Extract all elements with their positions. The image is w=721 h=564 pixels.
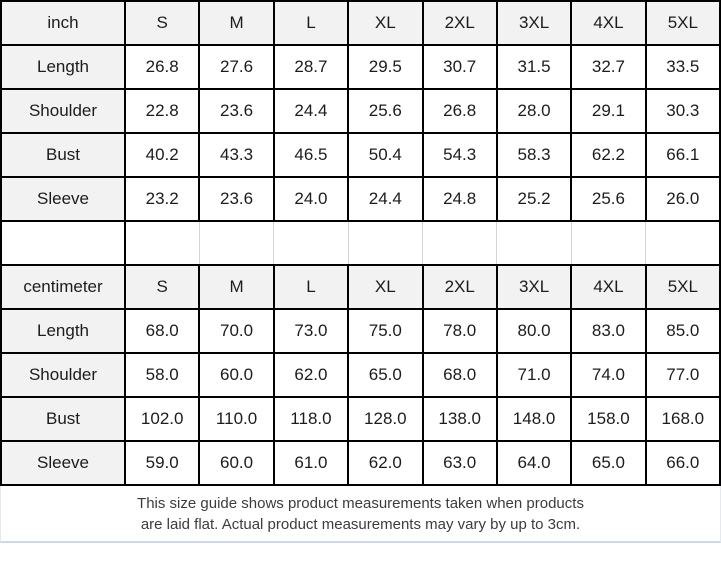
- measurement-value: 22.8: [125, 89, 199, 133]
- measurement-value: 158.0: [571, 397, 645, 441]
- measurement-value: 23.6: [199, 177, 273, 221]
- measurement-value: 58.0: [125, 353, 199, 397]
- inch-sleeve-row: [1, 177, 720, 221]
- size-column-header: M: [199, 265, 273, 309]
- size-column-header: 4XL: [571, 1, 645, 45]
- measurement-value: 50.4: [348, 133, 422, 177]
- spacer-cell: [571, 221, 645, 265]
- cm-shoulder-row: [1, 353, 720, 397]
- measure-row-label: Bust: [1, 397, 125, 441]
- size-column-header: 4XL: [571, 265, 645, 309]
- spacer-cell: [274, 221, 348, 265]
- measure-row-label: Bust: [1, 133, 125, 177]
- measurement-value: 24.4: [274, 89, 348, 133]
- measurement-value: 33.5: [646, 45, 720, 89]
- measurement-value: 27.6: [199, 45, 273, 89]
- centimeter-header-row: [1, 265, 720, 309]
- measurement-value: 59.0: [125, 441, 199, 485]
- measurement-value: 68.0: [125, 309, 199, 353]
- measurement-value: 24.4: [348, 177, 422, 221]
- measurement-value: 73.0: [274, 309, 348, 353]
- measurement-value: 71.0: [497, 353, 571, 397]
- size-column-header: XL: [348, 265, 422, 309]
- unit-header-inch: inch: [1, 1, 125, 45]
- spacer-cell: [1, 221, 125, 265]
- size-column-header: 2XL: [423, 1, 497, 45]
- measurement-value: 74.0: [571, 353, 645, 397]
- measurement-value: 23.2: [125, 177, 199, 221]
- size-column-header: 2XL: [423, 265, 497, 309]
- size-column-header: XL: [348, 1, 422, 45]
- measurement-value: 30.3: [646, 89, 720, 133]
- measurement-value: 24.0: [274, 177, 348, 221]
- spacer-cell: [497, 221, 571, 265]
- measurement-value: 70.0: [199, 309, 273, 353]
- measurement-value: 66.1: [646, 133, 720, 177]
- measurement-value: 60.0: [199, 353, 273, 397]
- measurement-value: 54.3: [423, 133, 497, 177]
- size-guide-note-line1: This size guide shows product measurements taken when products: [137, 495, 584, 512]
- spacer-row: [1, 221, 720, 265]
- spacer-cell: [199, 221, 273, 265]
- measurement-value: 31.5: [497, 45, 571, 89]
- measurement-value: 25.6: [571, 177, 645, 221]
- measure-row-label: Sleeve: [1, 441, 125, 485]
- measurement-value: 80.0: [497, 309, 571, 353]
- measurement-value: 32.7: [571, 45, 645, 89]
- size-column-header: L: [274, 1, 348, 45]
- measurement-value: 26.8: [125, 45, 199, 89]
- size-column-header: 5XL: [646, 265, 720, 309]
- measurement-value: 138.0: [423, 397, 497, 441]
- measurement-value: 128.0: [348, 397, 422, 441]
- measure-row-label: Length: [1, 45, 125, 89]
- size-column-header: 5XL: [646, 1, 720, 45]
- spacer-cell: [125, 221, 199, 265]
- measurement-value: 26.8: [423, 89, 497, 133]
- measurement-value: 65.0: [571, 441, 645, 485]
- measurement-value: 30.7: [423, 45, 497, 89]
- inch-bust-row: [1, 133, 720, 177]
- measurement-value: 23.6: [199, 89, 273, 133]
- size-guide-note: [0, 486, 721, 543]
- measurement-value: 63.0: [423, 441, 497, 485]
- measurement-value: 28.0: [497, 89, 571, 133]
- inch-length-row: [1, 45, 720, 89]
- cm-sleeve-row: [1, 441, 720, 485]
- measurement-value: 26.0: [646, 177, 720, 221]
- measurement-value: 110.0: [199, 397, 273, 441]
- measurement-value: 66.0: [646, 441, 720, 485]
- measurement-value: 102.0: [125, 397, 199, 441]
- spacer-cell: [646, 221, 720, 265]
- cm-length-row: [1, 309, 720, 353]
- size-column-header: M: [199, 1, 273, 45]
- measurement-value: 68.0: [423, 353, 497, 397]
- measurement-value: 64.0: [497, 441, 571, 485]
- inch-shoulder-row: [1, 89, 720, 133]
- size-column-header: L: [274, 265, 348, 309]
- measurement-value: 62.0: [348, 441, 422, 485]
- measurement-value: 62.2: [571, 133, 645, 177]
- size-guide-note-line2: are laid flat. Actual product measurements may vary by up to 3cm.: [140, 516, 581, 533]
- cm-bust-row: [1, 397, 720, 441]
- measurement-value: 29.5: [348, 45, 422, 89]
- measurement-value: 60.0: [199, 441, 273, 485]
- measurement-value: 65.0: [348, 353, 422, 397]
- measurement-value: 29.1: [571, 89, 645, 133]
- measurement-value: 62.0: [274, 353, 348, 397]
- measurement-value: 78.0: [423, 309, 497, 353]
- unit-header-centimeter: centimeter: [1, 265, 125, 309]
- spacer-cell: [423, 221, 497, 265]
- size-column-header: S: [125, 265, 199, 309]
- measure-row-label: Shoulder: [1, 353, 125, 397]
- measurement-value: 40.2: [125, 133, 199, 177]
- inch-header-row: [1, 1, 720, 45]
- measurement-value: 168.0: [646, 397, 720, 441]
- measurement-value: 61.0: [274, 441, 348, 485]
- size-column-header: S: [125, 1, 199, 45]
- measurement-value: 28.7: [274, 45, 348, 89]
- measure-row-label: Sleeve: [1, 177, 125, 221]
- measurement-value: 85.0: [646, 309, 720, 353]
- size-column-header: 3XL: [497, 1, 571, 45]
- measurement-value: 46.5: [274, 133, 348, 177]
- measurement-value: 24.8: [423, 177, 497, 221]
- spacer-cell: [348, 221, 422, 265]
- measurement-value: 43.3: [199, 133, 273, 177]
- measurement-value: 25.2: [497, 177, 571, 221]
- measurement-value: 83.0: [571, 309, 645, 353]
- size-column-header: 3XL: [497, 265, 571, 309]
- measurement-value: 75.0: [348, 309, 422, 353]
- measurement-value: 58.3: [497, 133, 571, 177]
- measurement-value: 148.0: [497, 397, 571, 441]
- measure-row-label: Length: [1, 309, 125, 353]
- measurement-value: 25.6: [348, 89, 422, 133]
- measurement-value: 77.0: [646, 353, 720, 397]
- measurement-value: 118.0: [274, 397, 348, 441]
- measure-row-label: Shoulder: [1, 89, 125, 133]
